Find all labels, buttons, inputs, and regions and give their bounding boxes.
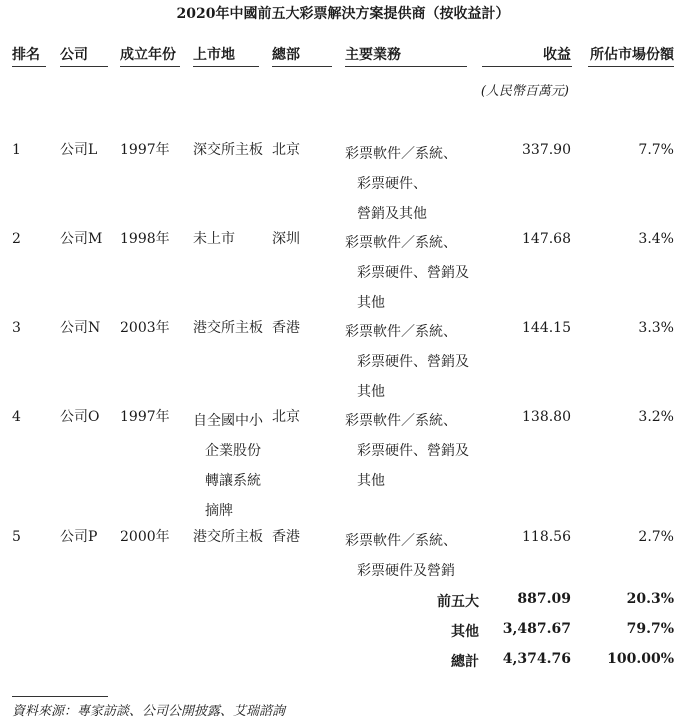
company-cell: 公司M bbox=[60, 231, 103, 247]
listing-cell: 未上市 bbox=[193, 231, 235, 247]
header-listing: 上市地 bbox=[193, 47, 235, 63]
summary-revenue: 4,374.76 bbox=[502, 651, 571, 667]
share-cell: 7.7% bbox=[638, 142, 674, 158]
business-cell: 彩票軟件／系統、 彩票硬件、營銷及 其他 bbox=[345, 324, 469, 400]
hq-cell: 北京 bbox=[272, 142, 300, 158]
summary-revenue: 887.09 bbox=[517, 591, 571, 607]
revenue-cell: 118.56 bbox=[522, 529, 571, 545]
source-note: 資料來源：專家訪談、公司公開披露、艾瑞諮詢 bbox=[12, 704, 286, 719]
company-cell: 公司N bbox=[60, 320, 101, 336]
header-rule bbox=[588, 66, 674, 67]
header-revenue: 收益 bbox=[543, 47, 571, 63]
source-rule bbox=[12, 696, 108, 697]
header-rule bbox=[482, 66, 572, 67]
share-cell: 2.7% bbox=[638, 529, 674, 545]
header-company: 公司 bbox=[60, 47, 88, 63]
company-cell: 公司L bbox=[60, 142, 98, 158]
unit-note: (人民幣百萬元) bbox=[480, 84, 569, 99]
business-cell: 彩票軟件／系統、 彩票硬件、營銷及 其他 bbox=[345, 235, 469, 311]
business-cell: 彩票軟件／系統、 彩票硬件及營銷 bbox=[345, 533, 457, 579]
listing-cell: 港交所主板 bbox=[193, 320, 263, 336]
rank-cell: 3 bbox=[12, 320, 21, 336]
table-title: 2020年中國前五大彩票解決方案提供商（按收益計） bbox=[176, 6, 510, 22]
summary-share: 79.7% bbox=[626, 621, 674, 637]
listing-cell: 港交所主板 bbox=[193, 529, 263, 545]
rank-cell: 5 bbox=[12, 529, 21, 545]
share-cell: 3.4% bbox=[638, 231, 674, 247]
hq-cell: 香港 bbox=[272, 529, 300, 545]
header-rule bbox=[120, 66, 180, 67]
company-cell: 公司O bbox=[60, 409, 100, 425]
header-rule bbox=[193, 66, 259, 67]
share-cell: 3.2% bbox=[638, 409, 674, 425]
listing-cell: 自全國中小 企業股份 轉讓系統 摘牌 bbox=[193, 413, 263, 519]
founded-cell: 1997年 bbox=[120, 409, 170, 425]
header-founded: 成立年份 bbox=[120, 47, 176, 63]
summary-label: 總計 bbox=[451, 654, 479, 670]
revenue-cell: 147.68 bbox=[522, 231, 571, 247]
hq-cell: 香港 bbox=[272, 320, 300, 336]
header-rule bbox=[60, 66, 108, 67]
header-business: 主要業務 bbox=[345, 47, 401, 63]
summary-label: 其他 bbox=[451, 624, 479, 640]
revenue-cell: 144.15 bbox=[522, 320, 571, 336]
summary-revenue: 3,487.67 bbox=[502, 621, 571, 637]
revenue-cell: 138.80 bbox=[522, 409, 571, 425]
header-rank: 排名 bbox=[12, 47, 40, 63]
summary-share: 20.3% bbox=[626, 591, 674, 607]
founded-cell: 2003年 bbox=[120, 320, 170, 336]
header-share: 所佔市場份額 bbox=[590, 47, 674, 63]
business-cell: 彩票軟件／系統、 彩票硬件、 營銷及其他 bbox=[345, 146, 457, 222]
summary-label: 前五大 bbox=[437, 594, 479, 610]
header-hq: 總部 bbox=[272, 47, 300, 63]
revenue-cell: 337.90 bbox=[522, 142, 571, 158]
rank-cell: 2 bbox=[12, 231, 21, 247]
founded-cell: 1998年 bbox=[120, 231, 170, 247]
hq-cell: 深圳 bbox=[272, 231, 300, 247]
share-cell: 3.3% bbox=[638, 320, 674, 336]
listing-cell: 深交所主板 bbox=[193, 142, 263, 158]
company-cell: 公司P bbox=[60, 529, 98, 545]
header-rule bbox=[12, 66, 46, 67]
summary-share: 100.00% bbox=[607, 651, 674, 667]
rank-cell: 4 bbox=[12, 409, 21, 425]
rank-cell: 1 bbox=[12, 142, 21, 158]
header-rule bbox=[272, 66, 332, 67]
header-rule bbox=[345, 66, 467, 67]
founded-cell: 2000年 bbox=[120, 529, 170, 545]
business-cell: 彩票軟件／系統、 彩票硬件、營銷及 其他 bbox=[345, 413, 469, 489]
hq-cell: 北京 bbox=[272, 409, 300, 425]
founded-cell: 1997年 bbox=[120, 142, 170, 158]
